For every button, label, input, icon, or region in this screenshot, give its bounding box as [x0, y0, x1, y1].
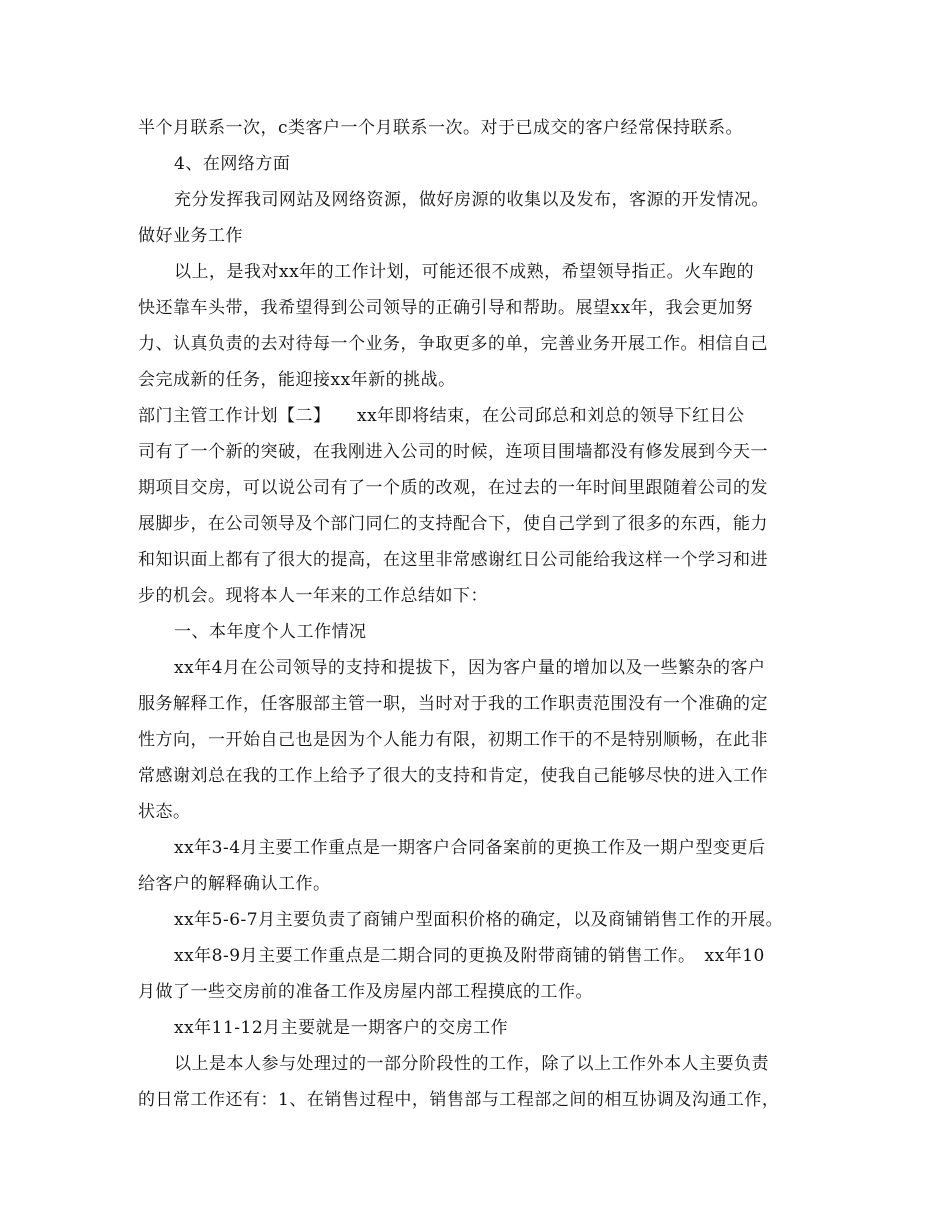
- section-heading-network: 4、在网络方面: [174, 154, 291, 174]
- text-line-6: 快还靠车头带，我希望得到公司领导的正确引导和帮助。展望xx年，我会更加努: [138, 298, 754, 318]
- section-title-plan-two: 部门主管工作计划【二】 xx年即将结束，在公司邱总和刘总的领导下红日公: [138, 406, 745, 426]
- text-line-27: 以上是本人参与处理过的一部分阶段性的工作，除了以上工作外本人主要负责: [174, 1054, 769, 1074]
- text-line-3: 充分发挥我司网站及网络资源，做好房源的收集以及发布，客源的开发情况。: [174, 190, 769, 210]
- text-line-4: 做好业务工作: [138, 226, 243, 246]
- text-line-17: 服务解释工作，任客服部主管一职，当时对于我的工作职责范围没有一个准确的定: [138, 694, 768, 714]
- text-line-12: 展脚步，在公司领导及个部门同仁的支持配合下，使自己学到了很多的东西，能力: [138, 514, 768, 534]
- text-line-18: 性方向，一开始自己也是因为个人能力有限，初期工作干的不是特别顺畅，在此非: [138, 730, 768, 750]
- text-line-22: 给客户的解释确认工作。: [138, 874, 331, 894]
- text-line-14: 步的机会。现将本人一年来的工作总结如下：: [138, 586, 488, 606]
- text-line-23: xx年5-6-7月主要负责了商铺户型面积价格的确定，以及商铺销售工作的开展。: [174, 910, 784, 930]
- text-line-28: 的日常工作还有：1、在销售过程中，销售部与工程部之间的相互协调及沟通工作，: [138, 1090, 780, 1110]
- text-line-20: 状态。: [138, 802, 191, 822]
- text-line-24: xx年8-9月主要工作重点是二期合同的更换及附带商铺的销售工作。 xx年10: [174, 946, 765, 966]
- text-line-13: 和知识面上都有了很大的提高，在这里非常感谢红日公司能给我这样一个学习和进: [138, 550, 768, 570]
- text-line-26: xx年11-12月主要就是一期客户的交房工作: [174, 1018, 509, 1038]
- text-line-16: xx年4月在公司领导的支持和提拔下，因为客户量的增加以及一些繁杂的客户: [174, 658, 766, 678]
- section-heading-personal-work: 一、本年度个人工作情况: [174, 622, 367, 642]
- text-line-8: 会完成新的任务，能迎接xx年新的挑战。: [138, 370, 456, 390]
- text-line-19: 常感谢刘总在我的工作上给予了很大的支持和肯定，使我自己能够尽快的进入工作: [138, 766, 768, 786]
- text-line-25: 月做了一些交房前的准备工作及房屋内部工程摸底的工作。: [138, 982, 593, 1002]
- text-line-10: 司有了一个新的突破，在我刚进入公司的时候，连项目围墙都没有修发展到今天一: [138, 442, 768, 462]
- text-line-21: xx年3-4月主要工作重点是一期客户合同备案前的更换工作及一期户型变更后: [174, 838, 766, 858]
- text-line-11: 期项目交房，可以说公司有了一个质的改观，在过去的一年时间里跟随着公司的发: [138, 478, 768, 498]
- text-line-1: 半个月联系一次，c类客户一个月联系一次。对于已成交的客户经常保持联系。: [138, 118, 744, 138]
- text-line-5: 以上，是我对xx年的工作计划，可能还很不成熟，希望领导指正。火车跑的: [174, 262, 755, 282]
- text-line-7: 力、认真负责的去对待每一个业务，争取更多的单，完善业务开展工作。相信自己: [138, 334, 768, 354]
